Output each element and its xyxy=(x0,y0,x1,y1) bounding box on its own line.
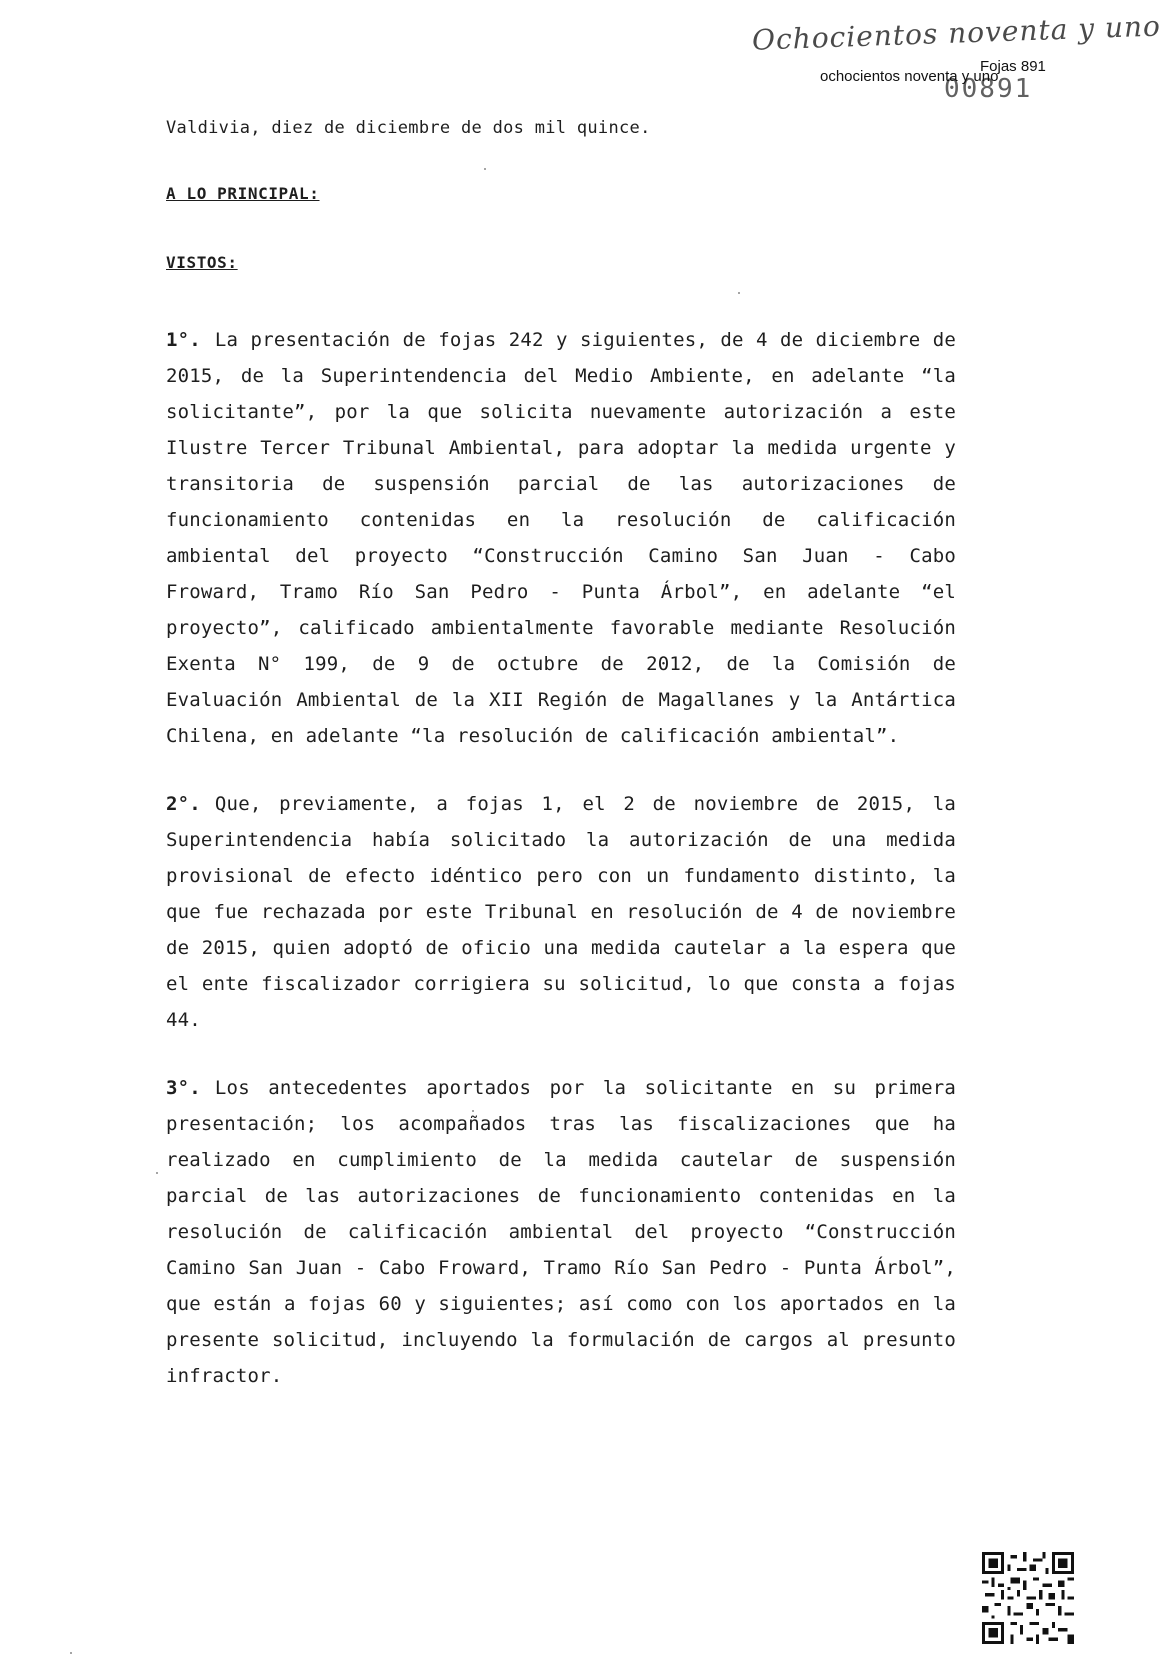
paragraph-text: Que, previamente, a fojas 1, el 2 de noviembre de 2015, la Superintendencia había solicitado la autorización de una medida provisional de efecto idéntico pero con un fundamento distinto, la que fue rechazada por este Tribunal en resolución de 4 de noviembre de 2015, quien adoptó de oficio una medida cautelar a la espera que el ente fiscalizador corrigiera su solicitud, lo que consta a fojas 44. xyxy=(166,793,956,1031)
handwritten-annotation: Ochocientos noventa y uno xyxy=(751,9,1161,57)
dateline: Valdivia, diez de diciembre de dos mil quince. xyxy=(166,118,651,138)
paragraph-number: 1°. xyxy=(166,329,201,351)
fojas-words: ochocientos noventa y uno xyxy=(820,68,999,85)
paragraph-3 xyxy=(166,1070,956,1394)
scan-speck xyxy=(472,1110,474,1112)
paragraph-2 xyxy=(166,786,956,1038)
qr-code-icon xyxy=(982,1552,1074,1644)
paragraph-number: 2°. xyxy=(166,793,201,815)
scan-speck xyxy=(484,168,486,170)
document-body xyxy=(166,118,956,1426)
heading-vistos: VISTOS: xyxy=(166,253,238,272)
scan-speck xyxy=(738,292,740,294)
fojas-label: Fojas 891 xyxy=(980,58,1046,75)
paragraph-1 xyxy=(166,322,956,754)
paragraph-number: 3°. xyxy=(166,1077,201,1099)
scan-speck xyxy=(156,1172,158,1174)
paragraph-text: Los antecedentes aportados por la solicitante en su primera presentación; los acompañados tras las fiscalizaciones que ha realizado en cumplimiento de la medida cautelar de suspensión parcial de las autorizaciones de funcionamiento contenidas en la resolución de calificación ambiental del proyecto “Construcción Camino San Juan - Cabo Froward, Tramo Río San Pedro - Punta Árbol”, que están a fojas 60 y siguientes; así como con los aportados en la presente solicitud, incluyendo la formulación de cargos al presunto infractor. xyxy=(166,1077,956,1387)
scan-speck xyxy=(70,1652,72,1654)
paragraph-text: La presentación de fojas 242 y siguientes, de 4 de diciembre de 2015, de la Superintendencia del Medio Ambiente, en adelante “la solicitante”, por la que solicita nuevamente autorización a este Ilustre Tercer Tribunal Ambiental, para adoptar la medida urgente y transitoria de suspensión parcial de las autorizaciones de funcionamiento contenidas en la resolución de calificación ambiental del proyecto “Construcción Camino San Juan - Cabo Froward, Tramo Río San Pedro - Punta Árbol”, en adelante “el proyecto”, calificado ambientalmente favorable mediante Resolución Exenta N° 199, de 9 de octubre de 2012, de la Comisión de Evaluación Ambiental de la XII Región de Magallanes y la Antártica Chilena, en adelante “la resolución de calificación ambiental”. xyxy=(166,329,956,747)
stamp-number: 00891 xyxy=(944,74,1033,104)
heading-principal: A LO PRINCIPAL: xyxy=(166,184,320,203)
